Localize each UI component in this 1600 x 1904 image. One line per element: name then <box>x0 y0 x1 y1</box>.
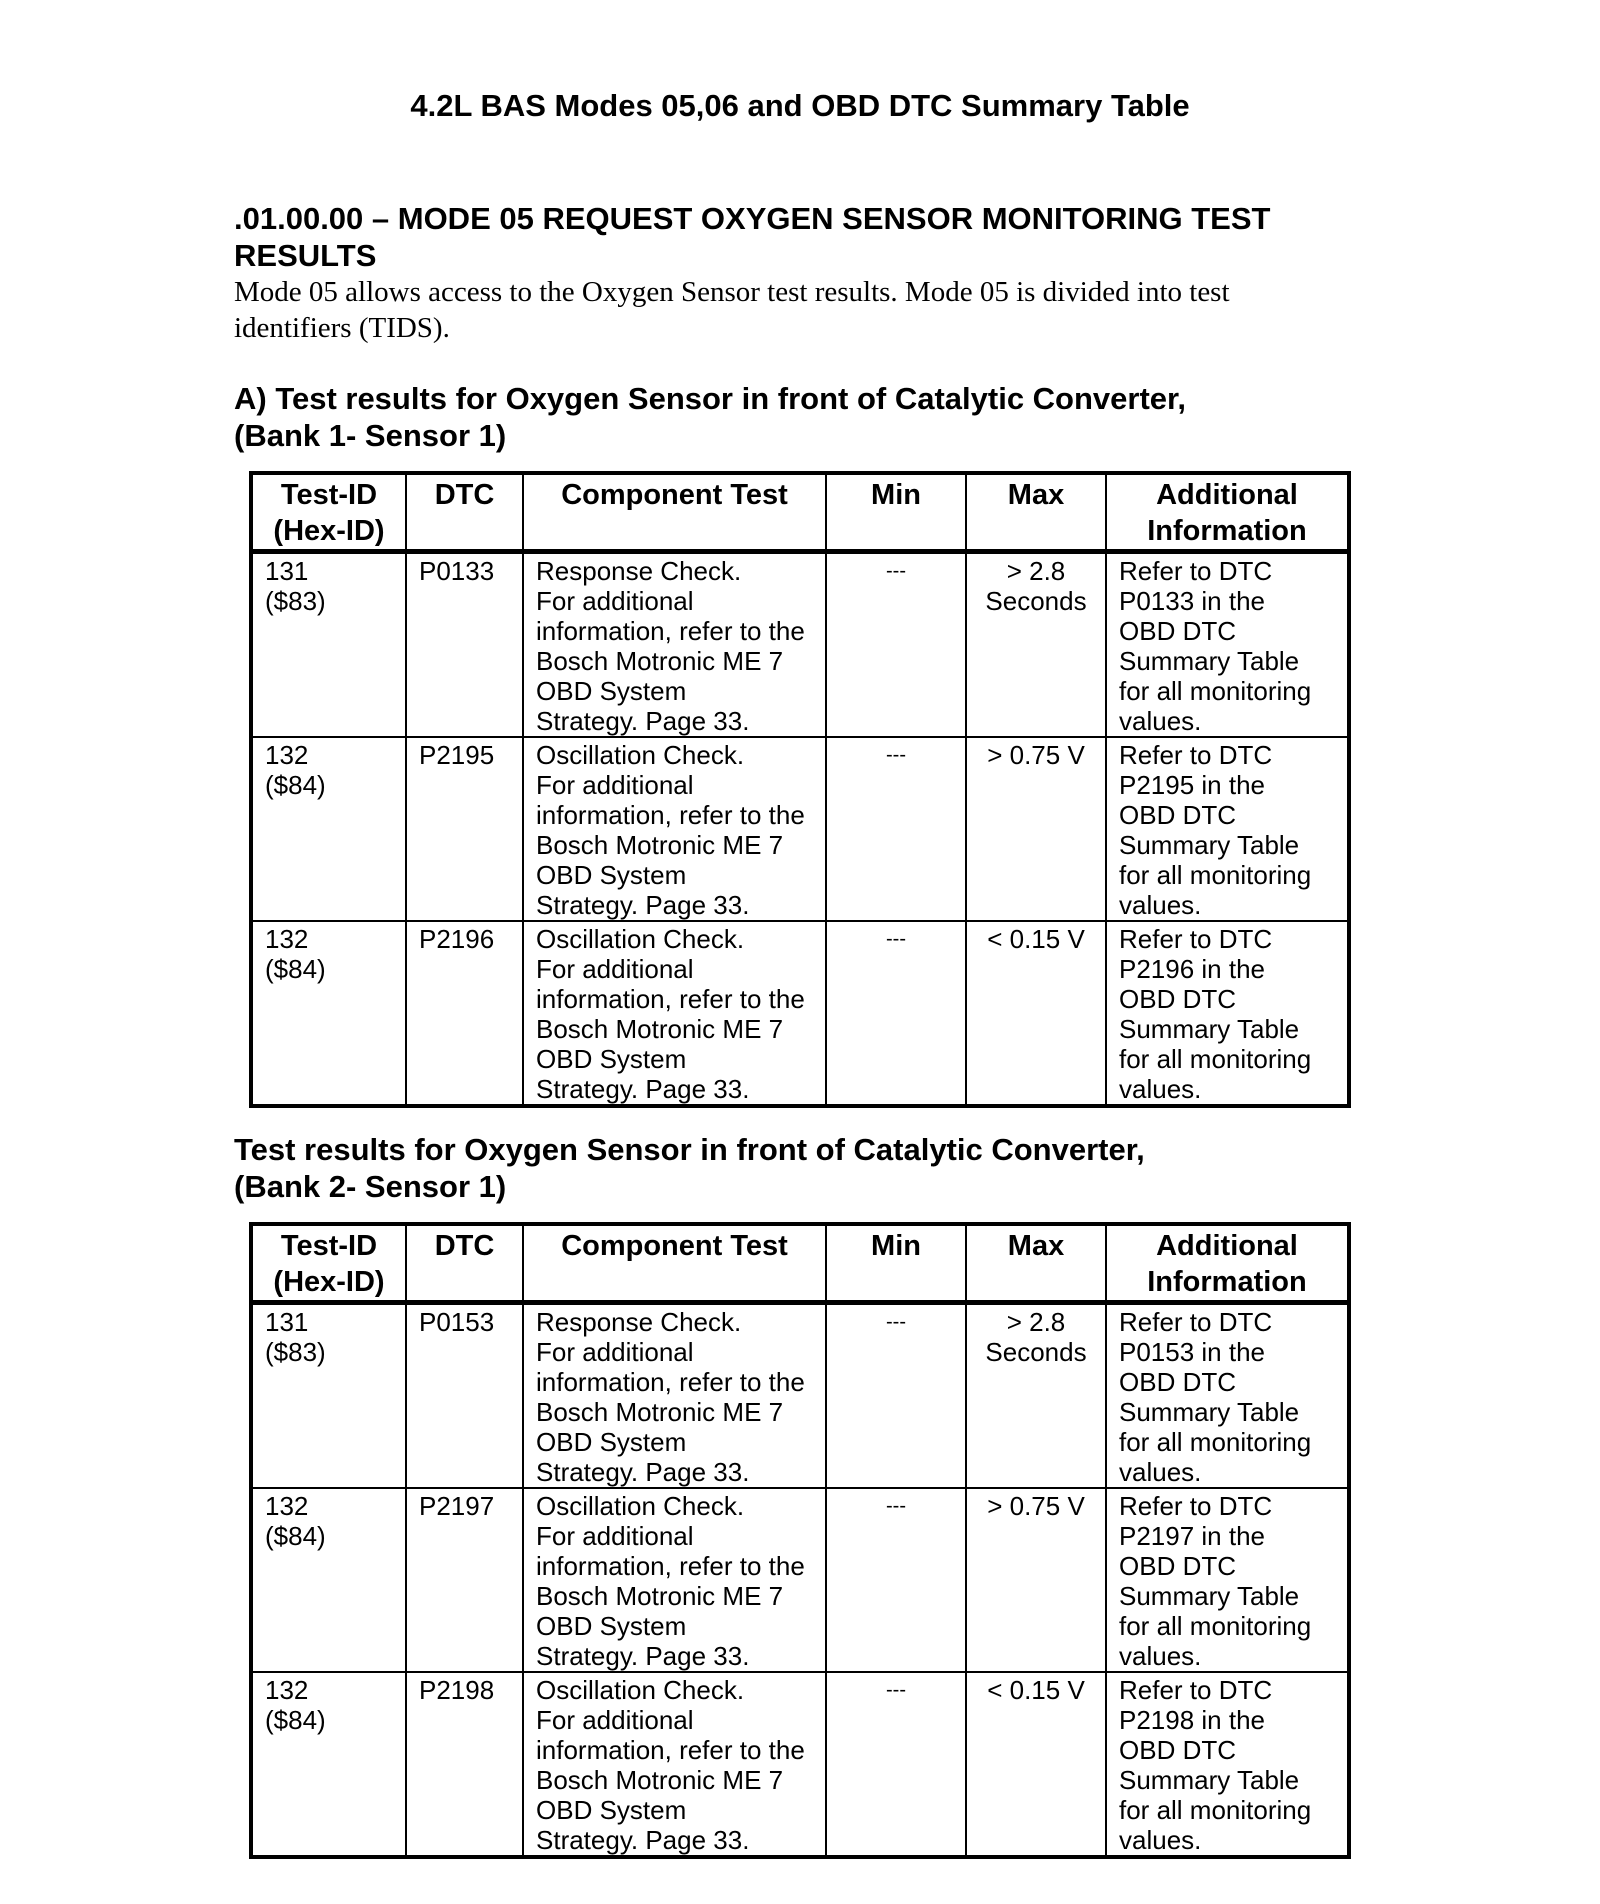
dtc-table-bank-1 <box>249 471 1351 1108</box>
column-header-max: Max <box>966 1224 1106 1303</box>
cell-test-id: 132 ($84) <box>251 1488 406 1672</box>
cell-min: --- <box>826 552 966 738</box>
cell-additional-info: Refer to DTC P2198 in the OBD DTC Summary Table for all monitoring values. <box>1106 1672 1349 1857</box>
column-header-test-id: Test-ID (Hex-ID) <box>251 473 406 552</box>
cell-component-test: Response Check. For additional information, refer to the Bosch Motronic ME 7 OBD System Strategy. Page 33. <box>523 552 826 738</box>
table-header-row <box>251 473 1349 552</box>
intro-paragraph: Mode 05 allows access to the Oxygen Sensor test results. Mode 05 is divided into test identifiers (TIDS). <box>234 276 1230 344</box>
cell-test-id: 131 ($83) <box>251 552 406 738</box>
page-title: 4.2L BAS Modes 05,06 and OBD DTC Summary Table <box>410 88 1190 123</box>
table-heading-bank-2: Test results for Oxygen Sensor in front of Catalytic Converter, (Bank 2- Sensor 1) <box>234 1132 1145 1204</box>
cell-test-id: 132 ($84) <box>251 737 406 921</box>
table-row <box>251 1672 1349 1857</box>
column-header-min: Min <box>826 1224 966 1303</box>
cell-max: > 0.75 V <box>966 1488 1106 1672</box>
cell-component-test: Oscillation Check. For additional information, refer to the Bosch Motronic ME 7 OBD System Strategy. Page 33. <box>523 737 826 921</box>
cell-min: --- <box>826 1672 966 1857</box>
table-heading-bank-1: A) Test results for Oxygen Sensor in front of Catalytic Converter, (Bank 1- Sensor 1) <box>234 381 1187 453</box>
column-header-dtc: DTC <box>406 473 523 552</box>
cell-dtc: P2197 <box>406 1488 523 1672</box>
cell-additional-info: Refer to DTC P0133 in the OBD DTC Summary Table for all monitoring values. <box>1106 552 1349 738</box>
cell-max: > 0.75 V <box>966 737 1106 921</box>
cell-dtc: P0133 <box>406 552 523 738</box>
column-header-dtc: DTC <box>406 1224 523 1303</box>
cell-dtc: P2198 <box>406 1672 523 1857</box>
column-header-additional-info: Additional Information <box>1106 1224 1349 1303</box>
cell-dtc: P2195 <box>406 737 523 921</box>
column-header-component-test: Component Test <box>523 1224 826 1303</box>
column-header-max: Max <box>966 473 1106 552</box>
table-header-row <box>251 1224 1349 1303</box>
cell-dtc: P2196 <box>406 921 523 1106</box>
column-header-component-test: Component Test <box>523 473 826 552</box>
cell-component-test: Oscillation Check. For additional information, refer to the Bosch Motronic ME 7 OBD System Strategy. Page 33. <box>523 1672 826 1857</box>
cell-min: --- <box>826 921 966 1106</box>
cell-max: > 2.8 Seconds <box>966 552 1106 738</box>
column-header-additional-info: Additional Information <box>1106 473 1349 552</box>
cell-component-test: Response Check. For additional information, refer to the Bosch Motronic ME 7 OBD System Strategy. Page 33. <box>523 1303 826 1489</box>
dtc-table-bank-2 <box>249 1222 1351 1859</box>
cell-dtc: P0153 <box>406 1303 523 1489</box>
cell-min: --- <box>826 1488 966 1672</box>
cell-test-id: 132 ($84) <box>251 921 406 1106</box>
table-row <box>251 921 1349 1106</box>
cell-test-id: 132 ($84) <box>251 1672 406 1857</box>
cell-max: < 0.15 V <box>966 1672 1106 1857</box>
cell-component-test: Oscillation Check. For additional information, refer to the Bosch Motronic ME 7 OBD System Strategy. Page 33. <box>523 921 826 1106</box>
cell-additional-info: Refer to DTC P2197 in the OBD DTC Summary Table for all monitoring values. <box>1106 1488 1349 1672</box>
column-header-test-id: Test-ID (Hex-ID) <box>251 1224 406 1303</box>
table-row <box>251 737 1349 921</box>
table-row <box>251 1488 1349 1672</box>
cell-max: > 2.8 Seconds <box>966 1303 1106 1489</box>
cell-component-test: Oscillation Check. For additional information, refer to the Bosch Motronic ME 7 OBD System Strategy. Page 33. <box>523 1488 826 1672</box>
cell-min: --- <box>826 737 966 921</box>
column-header-min: Min <box>826 473 966 552</box>
table-row <box>251 552 1349 738</box>
cell-additional-info: Refer to DTC P2196 in the OBD DTC Summary Table for all monitoring values. <box>1106 921 1349 1106</box>
cell-additional-info: Refer to DTC P2195 in the OBD DTC Summary Table for all monitoring values. <box>1106 737 1349 921</box>
cell-additional-info: Refer to DTC P0153 in the OBD DTC Summary Table for all monitoring values. <box>1106 1303 1349 1489</box>
cell-test-id: 131 ($83) <box>251 1303 406 1489</box>
table-row <box>251 1303 1349 1489</box>
section-heading: .01.00.00 – MODE 05 REQUEST OXYGEN SENSOR MONITORING TEST RESULTS <box>234 201 1271 273</box>
cell-max: < 0.15 V <box>966 921 1106 1106</box>
cell-min: --- <box>826 1303 966 1489</box>
